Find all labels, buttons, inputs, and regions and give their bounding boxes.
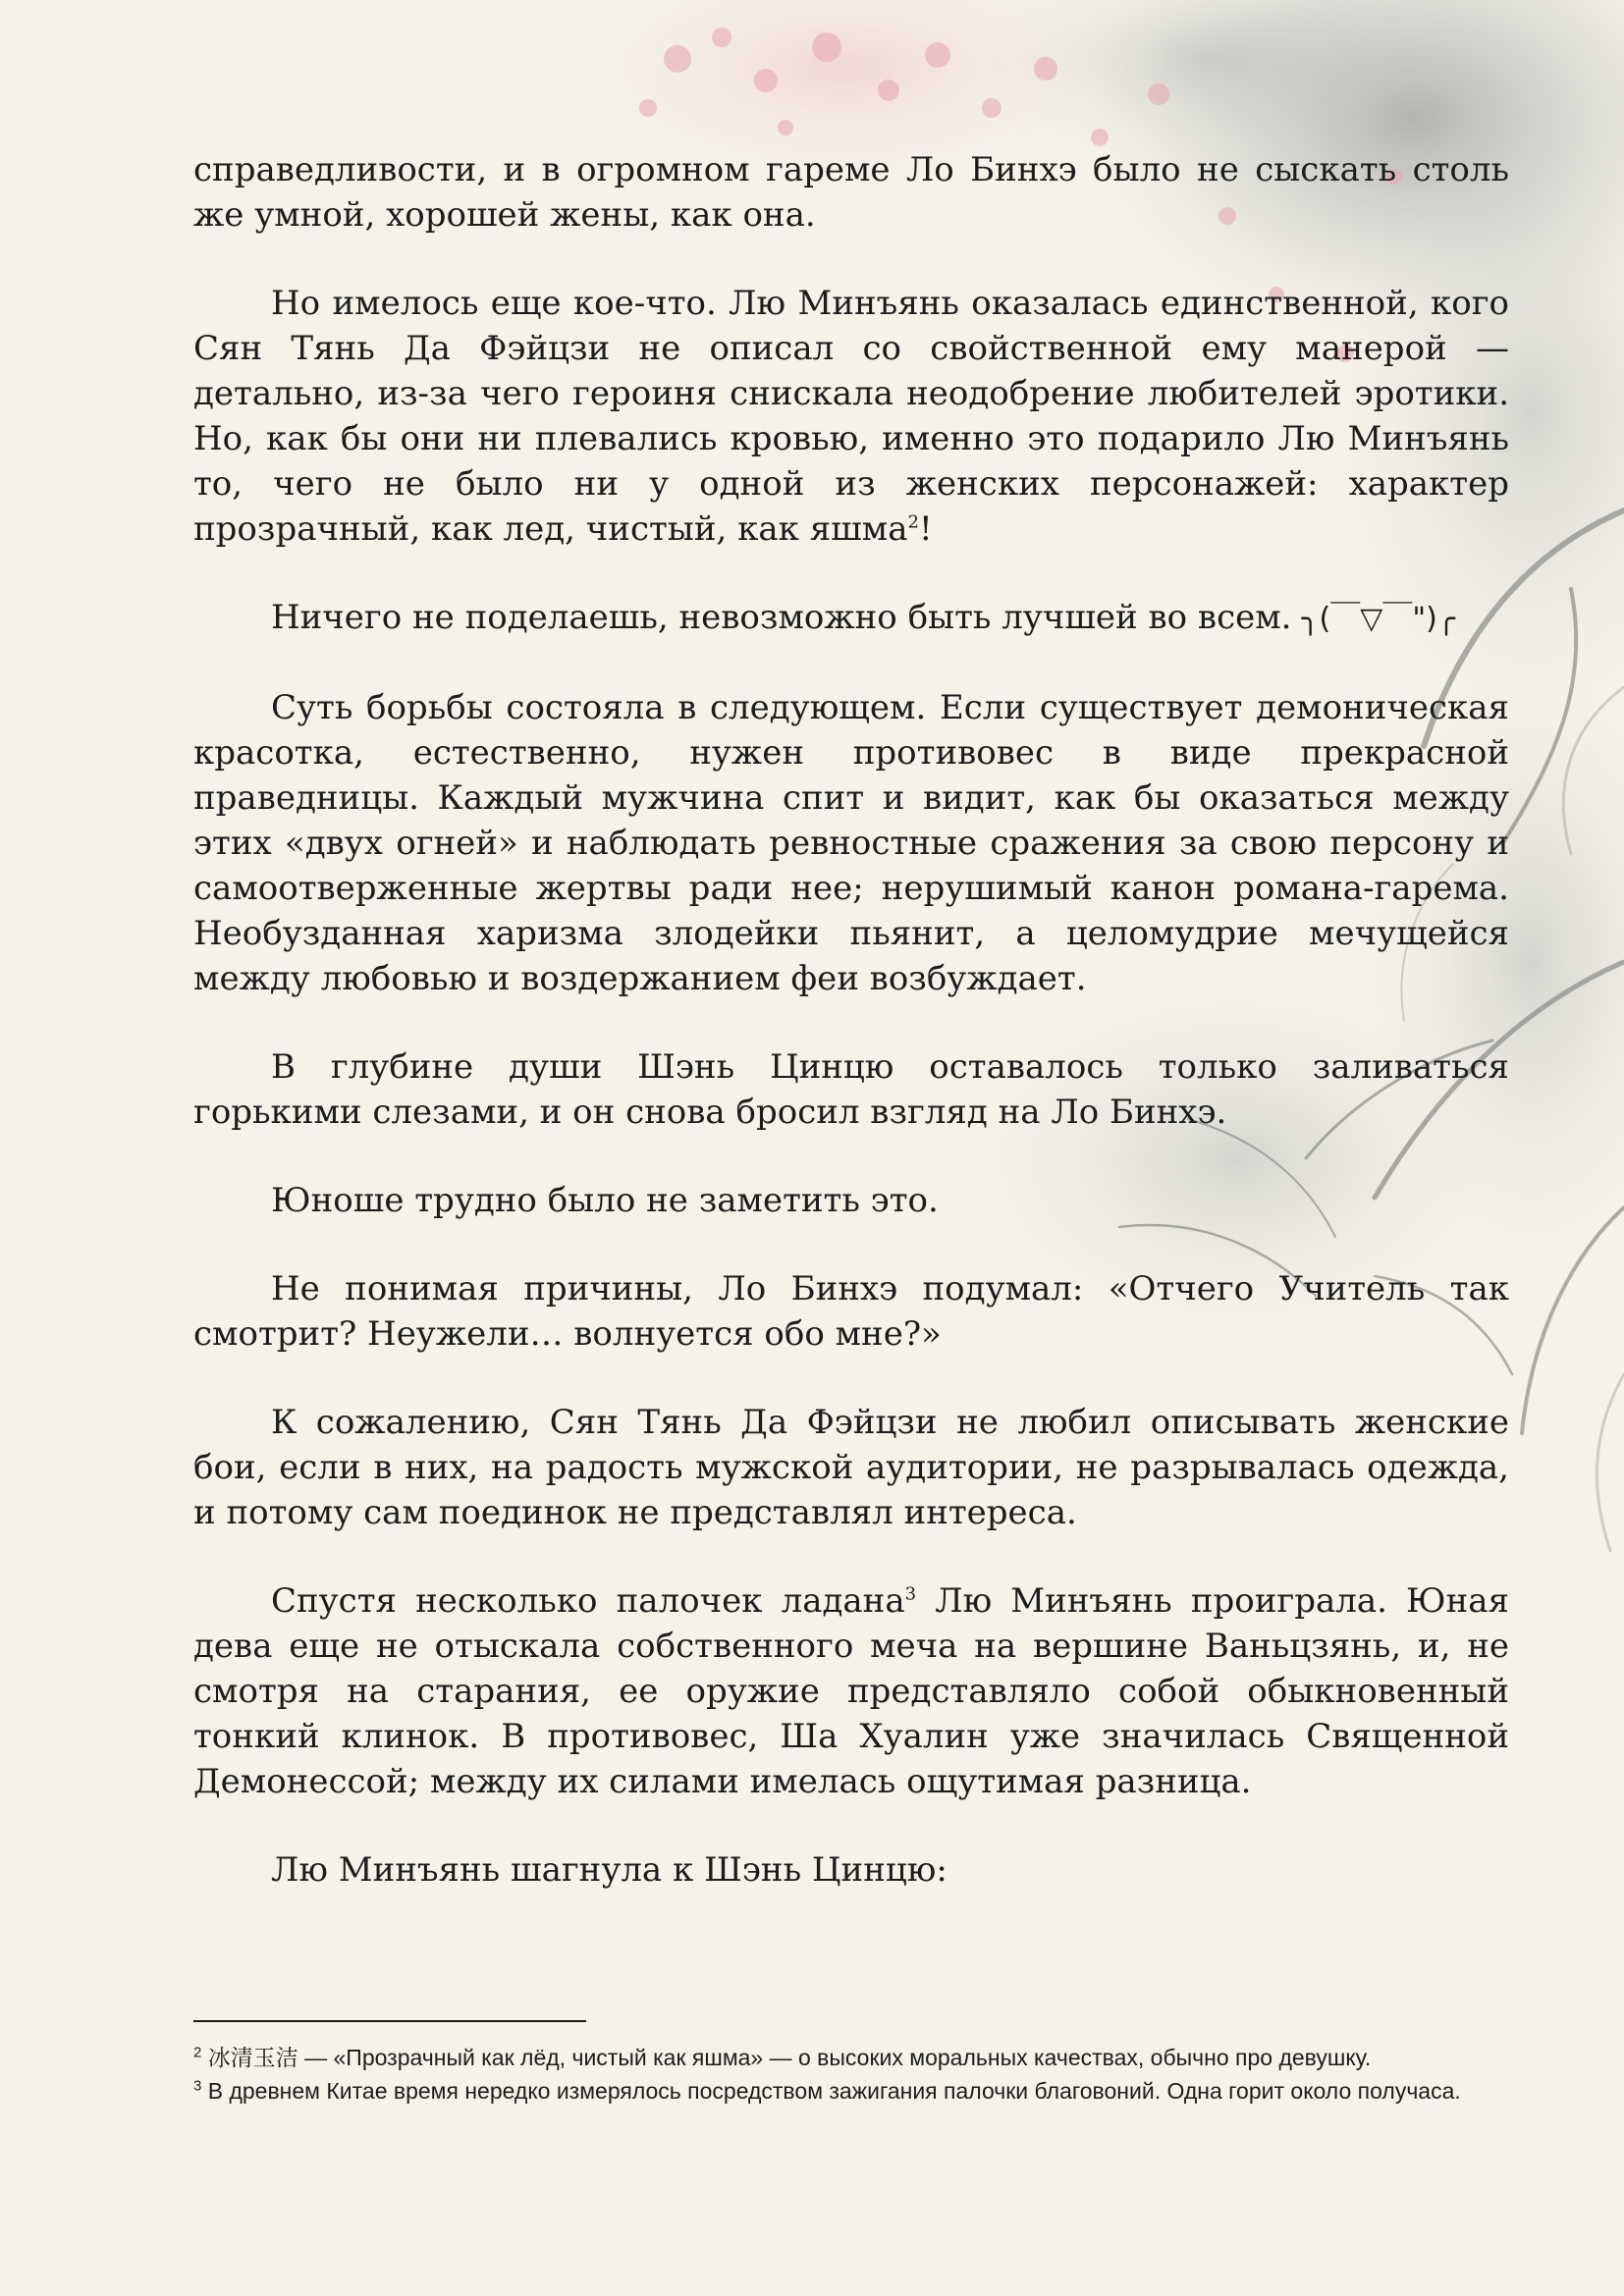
footnote-number-3: 3: [193, 2077, 202, 2095]
footnote-ref-2[interactable]: 2: [907, 511, 919, 533]
paragraph-3: Ничего не поделаешь, невозможно быть лучшей во всем. ╮(￣▽￣")╭: [271, 598, 1455, 637]
paragraph-2: Но имелось еще кое-что. Лю Минъянь оказалась единственной, кого Сян Тянь Да Фэйцзи не описал со свойственной ему манерой — детально, из-за чего героиня снискала неодобрение любителей эротики. Но, как бы они ни плевались кровью, именно это подарило Лю Минъянь то, чего не было ни у одной из женских персонажей: характер прозрачный, как лед, чистый, как яшма$^2$!: [193, 284, 1509, 549]
paragraph-7: Не понимая причины, Ло Бинхэ подумал: «Отчего Учитель так смотрит? Неужели… волнуется обо мне?»: [193, 1269, 1509, 1354]
kaomoji-emoticon: ╮(￣▽￣")╭: [1301, 602, 1455, 636]
footnote-2: $^2$ 冰清玉洁 — «Прозрачный как лёд, чистый как яшма» — о высоких моральных качествах, обычно про девушку.: [193, 2044, 1372, 2070]
paragraph-4: Суть борьбы состояла в следующем. Если существует демоническая красотка, естественно, нужен противовес в виде прекрасной праведницы. Каждый мужчина спит и видит, как бы оказаться между этих «двух огней» и наблюдать ревностные сражения за свою персону и самоотверженные жертвы ради нее; нерушимый канон романа-гарема. Необузданная харизма злодейки пьянит, а целомудрие мечущейся между любовью и воздержанием феи возбуждает.: [193, 688, 1509, 998]
document-body: [193, 147, 1509, 1936]
paragraph-6: Юноше трудно было не заметить это.: [271, 1181, 939, 1220]
paragraph-8: К сожалению, Сян Тянь Да Фэйцзи не любил описывать женские бои, если в них, на радость мужской аудитории, не разрывалась одежда, и потому сам поединок не представлял интереса.: [193, 1403, 1509, 1532]
footnote-number-2: 2: [193, 2044, 202, 2061]
footnote-ref-3[interactable]: 3: [904, 1583, 917, 1605]
paragraph-5: В глубине души Шэнь Цинцю оставалось только заливаться горькими слезами, и он снова бросил взгляд на Ло Бинхэ.: [193, 1047, 1509, 1132]
paragraph-10: Лю Минъянь шагнула к Шэнь Цинцю:: [271, 1850, 947, 1890]
footnote-divider: [193, 2020, 586, 2022]
footnotes-section: [193, 2020, 1509, 2109]
paragraph-1: справедливости, и в огромном гареме Ло Бинхэ было не сыскать столь же умной, хорошей жены, как она.: [193, 150, 1509, 235]
footnote-3: $^3$ В древнем Китае время нередко измерялось посредством зажигания палочки благовоний. Одна горит около получаса.: [193, 2077, 1461, 2104]
paragraph-9: Спустя несколько палочек ладана$^3$ Лю Минъянь проиграла. Юная дева еще не отыскала собственного меча на вершине Ваньцзянь, и, не смотря на старания, ее оружие представляло собой обыкновенный тонкий клинок. В противовес, Ша Хуалин уже значилась Священной Демонессой; между их силами имелась ощутимая разница.: [193, 1581, 1509, 1801]
